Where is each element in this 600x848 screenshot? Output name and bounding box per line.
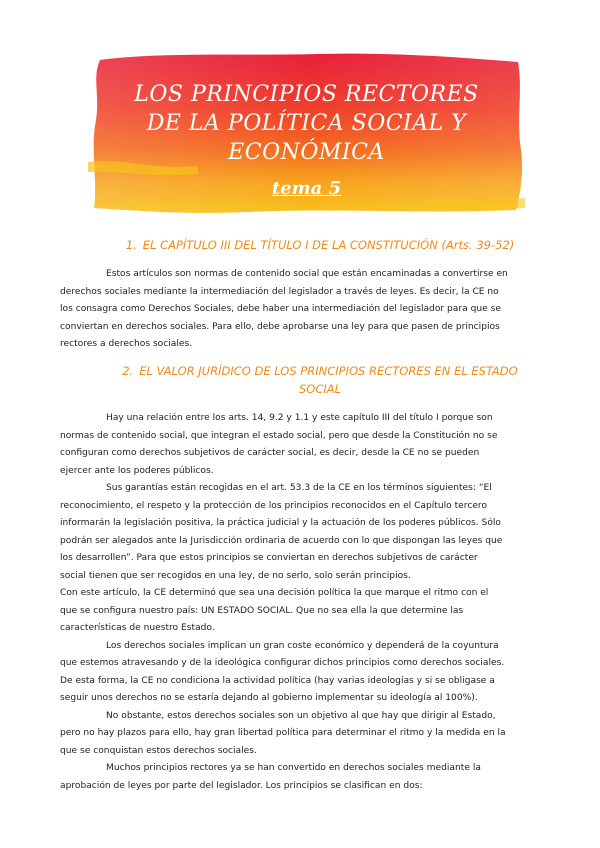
title-line-2: DE LA POLÍTICA SOCIAL Y: [146, 111, 467, 136]
body-line: aprobación de leyes por parte del legislador. Los principios se clasifican en dos:: [60, 780, 423, 791]
section-2-heading: [100, 362, 540, 398]
section-1-body: [60, 266, 540, 354]
body-line: normas de contenido social, que integran el estado social, pero que desde la Constitución no se: [60, 430, 498, 441]
body-line: que se configura nuestro país: UN ESTADO SOCIAL. Que no sea ella la que determine las: [60, 605, 464, 616]
section-2-body: [60, 410, 540, 795]
body-line: configuran como derechos subjetivos de carácter social, es decir, desde la CE no se pueden: [60, 448, 480, 458]
section-1-heading-text: EL CAPÍTULO III DEL TÍTULO I DE LA CONSTITUCIÓN (Arts. 39-52): [142, 238, 515, 252]
title-line-3: ECONÓMICA: [228, 140, 385, 165]
body-line: Hay una relación entre los arts. 14, 9.2 y 1.1 y este capítulo III del título I porque son: [106, 413, 493, 423]
document-subtitle: tema 5: [271, 178, 342, 199]
body-line: que se conquistan estos derechos sociales.: [60, 745, 257, 756]
body-line: De esta forma, la CE no condiciona la actividad política (hay varias ideologías y si se obligase a: [60, 675, 495, 686]
body-line: informarán la legislación positiva, la práctica judicial y la actuación de los poderes públicos. Sólo: [60, 518, 501, 528]
body-line: podrán ser alegados ante la Jurisdicción ordinaria de acuerdo con lo que dispongan las leyes que: [60, 535, 503, 546]
section-2-heading-line-2: SOCIAL: [298, 382, 342, 396]
section-2-number: 2.: [122, 364, 134, 378]
body-line: que estemos atravesando y de la ideológica configurar dichos principios como derechos sociales.: [60, 658, 505, 668]
body-line: Sus garantías están recogidas en el art. 53.3 de la CE en los términos siguientes: “El: [106, 483, 492, 493]
body-line: conviertan en derechos sociales. Para ello, debe aprobarse una ley para que pasen de principios: [60, 321, 500, 332]
body-line: pero no hay plazos para ello, hay gran libertad política para determinar el ritmo y la medida en la: [60, 728, 506, 738]
body-line: ejercer ante los poderes públicos.: [60, 465, 214, 476]
body-line: los desarrollen”. Para que estos principios se conviertan en derechos subjetivos de carácter: [60, 553, 478, 563]
body-line: Muchos principios rectores ya se han convertido en derechos sociales mediante la: [106, 763, 481, 773]
section-2-heading-line-1: EL VALOR JURÍDICO DE LOS PRINCIPIOS RECTORES EN EL ESTADO: [139, 364, 518, 378]
document-title: [88, 80, 525, 167]
title-line-1: LOS PRINCIPIOS RECTORES: [134, 82, 479, 107]
body-line: reconocimiento, el respeto y la protección de los principios reconocidos en el Capítulo tercero: [60, 500, 488, 511]
body-line: seguir unos derechos no se estaría dejando al gobierno implementar su ideología al 100%).: [60, 693, 478, 703]
section-1-number: 1.: [125, 238, 137, 252]
body-line: social tienen que ser recogidos en una ley, de no serlo, solo serán principios.: [60, 570, 411, 581]
body-line: derechos sociales mediante la intermediación del legislador a través de leyes. Es decir, la CE no: [60, 286, 499, 297]
body-line: Estos artículos son normas de contenido social que están encaminadas a convertirse en: [106, 269, 508, 279]
body-line: Con este artículo, la CE determinó que sea una decisión política la que marque el ritmo con el: [60, 588, 489, 598]
body-line: rectores a derechos sociales.: [60, 339, 193, 349]
body-line: los consagra como Derechos Sociales, debe haber una intermediación del legislador para que se: [60, 304, 501, 314]
body-line: características de nuestro Estado.: [60, 623, 215, 633]
body-line: No obstante, estos derechos sociales son un objetivo al que hay que dirigir al Estado,: [106, 710, 496, 721]
section-1-heading: [100, 236, 540, 254]
body-line: Los derechos sociales implican un gran coste económico y dependerá de la coyuntura: [106, 640, 499, 651]
